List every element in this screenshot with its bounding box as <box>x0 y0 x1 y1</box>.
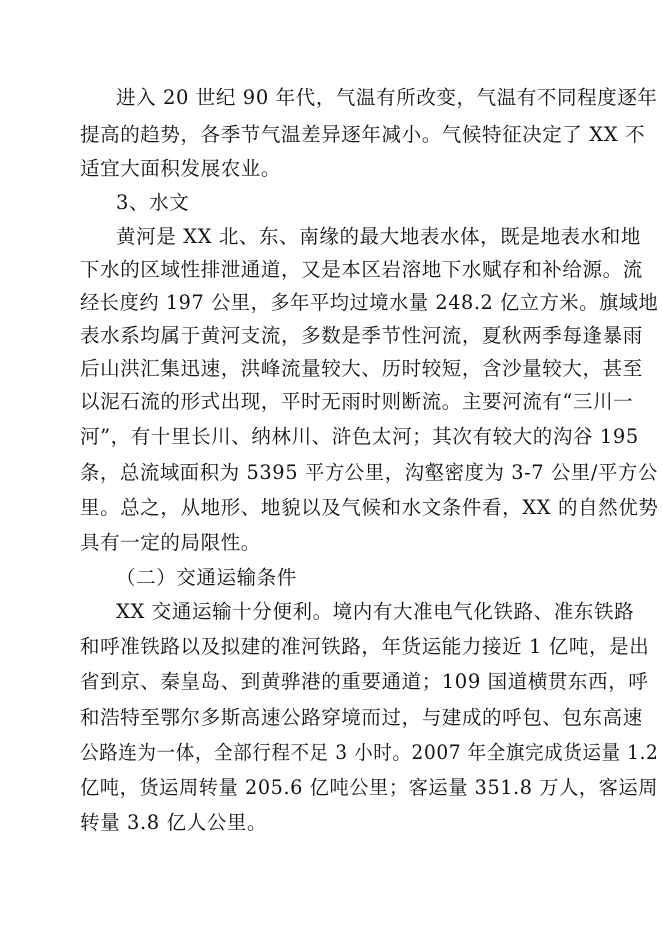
text-line: 进入 20 世纪 90 年代，气温有所改变，气温有不同程度逐年 <box>116 86 658 109</box>
text-line: 河”，有十里长川、纳林川、浒色太河；其次有较大的沟谷 195 <box>80 425 639 448</box>
text-line: 适宜大面积发展农业。 <box>80 157 282 180</box>
text-line: 黄河是 XX 北、东、南缘的最大地表水体，既是地表水和地 <box>116 225 641 248</box>
text-line: 后山洪汇集迅速，洪峰流量较大、历时较短，含沙量较大，甚至 <box>80 357 643 380</box>
text-line: 公路连为一体，全部行程不足 3 小时。2007 年全旗完成货运量 1.2 <box>80 741 659 764</box>
section-heading: （二）交通运输条件 <box>116 566 297 589</box>
text-line: 下水的区域性排泄通道，又是本区岩溶地下水赋存和补给源。流 <box>80 258 643 281</box>
text-line: 亿吨，货运周转量 205.6 亿吨公里；客运量 351.8 万人，客运周 <box>80 776 659 799</box>
text-line: 和浩特至鄂尔多斯高速公路穿境而过，与建成的呼包、包东高速 <box>80 706 643 729</box>
text-line: 条，总流域面积为 5395 平方公里，沟壑密度为 3-7 公里/平方公 <box>80 461 658 484</box>
text-line: 和呼准铁路以及拟建的准河铁路，年货运能力接近 1 亿吨，是出 <box>80 635 650 658</box>
section-heading: 3、水文 <box>116 191 190 214</box>
text-line: 转量 3.8 亿人公里。 <box>80 811 268 834</box>
text-line: 表水系均属于黄河支流，多数是季节性河流，夏秋两季每逢暴雨 <box>80 324 643 347</box>
text-line: 省到京、秦皇岛、到黄骅港的重要通道；109 国道横贯东西，呼 <box>80 670 649 693</box>
text-line: 里。总之，从地形、地貌以及气候和水文条件看，XX 的自然优势 <box>80 496 659 519</box>
text-line: 经长度约 197 公里，多年平均过境水量 248.2 亿立方米。旗域地 <box>80 291 659 314</box>
text-line: 以泥石流的形式出现，平时无雨时则断流。主要河流有“三川一 <box>80 390 634 413</box>
text-line: 具有一定的局限性。 <box>80 531 261 554</box>
text-line: 提高的趋势，各季节气温差异逐年减小。气候特征决定了 XX 不 <box>80 123 646 146</box>
text-line: XX 交通运输十分便利。境内有大准电气化铁路、准东铁路 <box>116 600 635 623</box>
